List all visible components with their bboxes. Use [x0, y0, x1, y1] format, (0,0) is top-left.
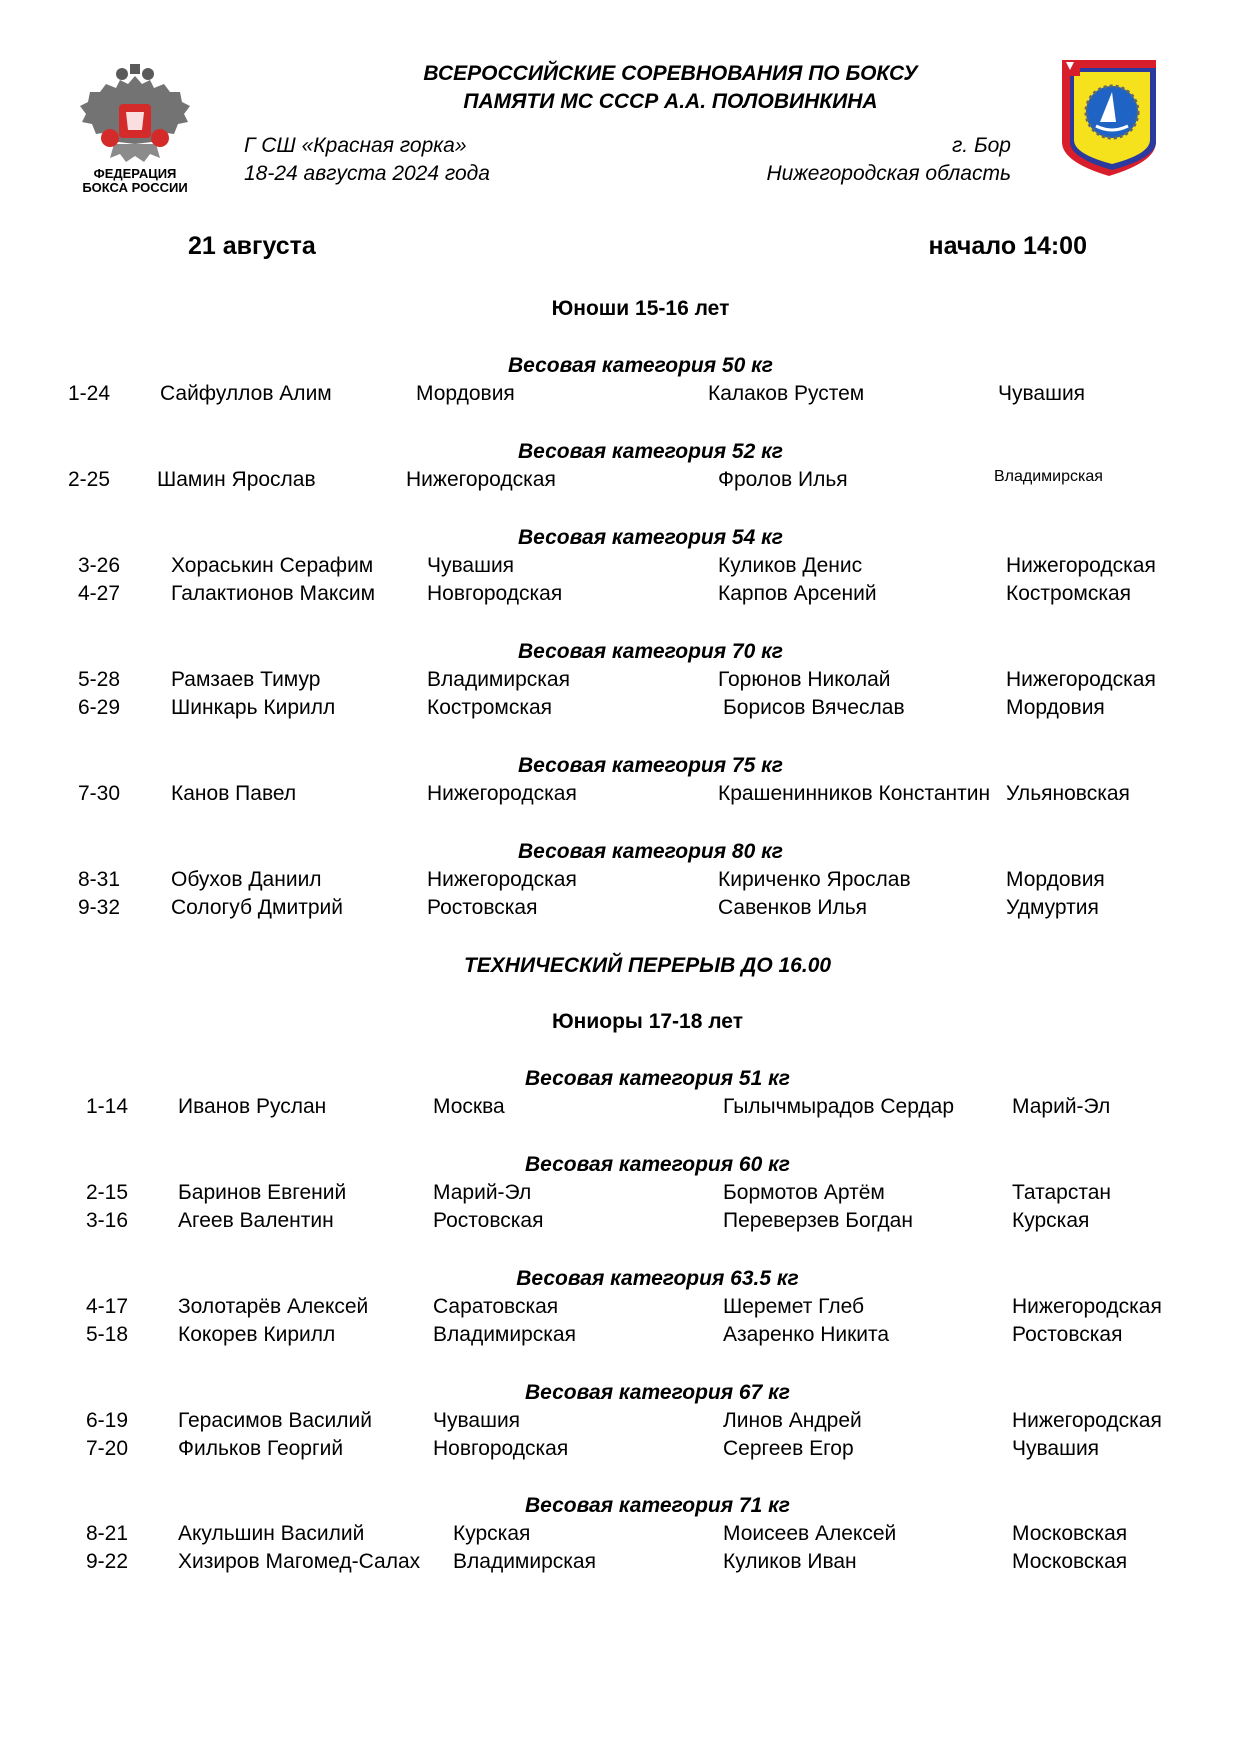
- red-corner-name: Фильков Георгий: [178, 1437, 344, 1460]
- red-corner-name: Канов Павел: [171, 782, 297, 805]
- category-title: Весовая категория 54 кг: [518, 526, 783, 549]
- blue-corner-region: Марий-Эл: [1012, 1095, 1111, 1118]
- blue-corner-region: Удмуртия: [1006, 896, 1099, 919]
- red-corner-name: Сайфуллов Алим: [160, 382, 332, 405]
- blue-corner-region: Московская: [1012, 1522, 1128, 1545]
- bout-number: 9-32: [78, 896, 121, 919]
- red-corner-region: Москва: [433, 1095, 505, 1118]
- blue-corner-region: Нижегородская: [1012, 1295, 1162, 1318]
- blue-corner-region: Нижегородская: [1012, 1409, 1162, 1432]
- blue-corner-name: Куликов Иван: [723, 1550, 857, 1573]
- red-corner-region: Ростовская: [427, 896, 538, 919]
- red-corner-region: Марий-Эл: [433, 1181, 532, 1204]
- red-corner-region: Нижегородская: [427, 782, 577, 805]
- red-corner-region: Новгородская: [427, 582, 563, 605]
- group-title-youth: Юноши 15-16 лет: [551, 297, 730, 320]
- blue-corner-name: Сергеев Егор: [723, 1437, 854, 1460]
- red-corner-region: Владимирская: [433, 1323, 576, 1346]
- red-corner-name: Хизиров Магомед-Салах: [178, 1550, 421, 1573]
- blue-corner-region: Ростовская: [1012, 1323, 1123, 1346]
- category-title: Весовая категория 51 кг: [525, 1067, 790, 1090]
- blue-corner-region: Ульяновская: [1006, 782, 1130, 805]
- red-corner-name: Шинкарь Кирилл: [171, 696, 336, 719]
- city: г. Бор: [951, 134, 1011, 157]
- blue-corner-name: Борисов Вячеслав: [723, 696, 905, 719]
- blue-corner-name: Куликов Денис: [718, 554, 863, 577]
- category-title: Весовая категория 67 кг: [525, 1381, 790, 1404]
- group-title-juniors: Юниоры 17-18 лет: [552, 1010, 743, 1033]
- blue-corner-name: Бормотов Артём: [723, 1181, 885, 1204]
- blue-corner-region: Мордовия: [1006, 696, 1105, 719]
- venue: Г СШ «Красная горка»: [244, 134, 467, 157]
- title-line-2: ПАМЯТИ МС СССР А.А. ПОЛОВИНКИНА: [463, 90, 878, 113]
- red-corner-name: Галактионов Максим: [171, 582, 376, 605]
- blue-corner-name: Горюнов Николай: [718, 668, 891, 691]
- bout-number: 2-25: [68, 468, 111, 491]
- blue-corner-name: Линов Андрей: [723, 1409, 862, 1432]
- bout-number: 4-17: [86, 1295, 129, 1318]
- bout-number: 5-18: [86, 1323, 129, 1346]
- blue-corner-name: Савенков Илья: [718, 896, 868, 919]
- category-title: Весовая категория 52 кг: [518, 440, 783, 463]
- blue-corner-region: Нижегородская: [1006, 668, 1156, 691]
- blue-corner-name: Моисеев Алексей: [723, 1522, 897, 1545]
- blue-corner-region: Московская: [1012, 1550, 1128, 1573]
- blue-corner-region: Татарстан: [1012, 1181, 1112, 1204]
- bout-number: 7-30: [78, 782, 121, 805]
- red-corner-region: Владимирская: [453, 1550, 596, 1573]
- blue-corner-name: Карпов Арсений: [718, 582, 877, 605]
- red-corner-name: Золотарёв Алексей: [178, 1295, 369, 1318]
- region: Нижегородская область: [766, 162, 1011, 185]
- blue-corner-region: Чувашия: [1012, 1437, 1100, 1460]
- bout-number: 1-14: [86, 1095, 129, 1118]
- bout-number: 4-27: [78, 582, 121, 605]
- logo-caption-line2: БОКСА РОССИИ: [82, 180, 188, 195]
- bout-number: 8-21: [86, 1522, 129, 1545]
- blue-corner-name: Крашенинников Константин: [718, 782, 991, 805]
- bout-number: 8-31: [78, 868, 121, 891]
- blue-corner-region: Курская: [1012, 1209, 1090, 1232]
- category-title: Весовая категория 63.5 кг: [516, 1267, 799, 1290]
- bout-number: 3-26: [78, 554, 121, 577]
- red-corner-name: Рамзаев Тимур: [171, 668, 321, 691]
- bout-number: 6-29: [78, 696, 121, 719]
- red-corner-region: Нижегородская: [406, 468, 556, 491]
- blue-corner-name: Кириченко Ярослав: [718, 868, 911, 891]
- bout-number: 6-19: [86, 1409, 129, 1432]
- blue-corner-region: Владимирская: [994, 468, 1103, 485]
- blue-corner-region: Костромская: [1006, 582, 1132, 605]
- red-corner-name: Хораськин Серафим: [171, 554, 374, 577]
- category-title: Весовая категория 70 кг: [518, 640, 783, 663]
- red-corner-region: Саратовская: [433, 1295, 559, 1318]
- bout-number: 9-22: [86, 1550, 129, 1573]
- red-corner-region: Мордовия: [416, 382, 515, 405]
- logo-caption-line1: ФЕДЕРАЦИЯ: [93, 166, 177, 181]
- red-corner-region: Чувашия: [433, 1409, 521, 1432]
- red-corner-name: Агеев Валентин: [178, 1209, 334, 1232]
- day-date: 21 августа: [188, 232, 316, 260]
- bout-number: 7-20: [86, 1437, 129, 1460]
- blue-corner-region: Чувашия: [998, 382, 1086, 405]
- red-corner-name: Обухов Даниил: [171, 868, 322, 891]
- blue-corner-name: Калаков Рустем: [708, 382, 865, 405]
- blue-corner-name: Фролов Илья: [718, 468, 848, 491]
- red-corner-name: Иванов Руслан: [178, 1095, 327, 1118]
- red-corner-name: Сологуб Дмитрий: [171, 896, 343, 919]
- blue-corner-region: Нижегородская: [1006, 554, 1156, 577]
- blue-corner-name: Переверзев Богдан: [723, 1209, 913, 1232]
- bout-number: 5-28: [78, 668, 121, 691]
- category-title: Весовая категория 75 кг: [518, 754, 783, 777]
- blue-corner-name: Азаренко Никита: [723, 1323, 890, 1346]
- blue-corner-name: Шеремет Глеб: [723, 1295, 865, 1318]
- red-corner-name: Герасимов Василий: [178, 1409, 372, 1432]
- title-line-1: ВСЕРОССИЙСКИЕ СОРЕВНОВАНИЯ ПО БОКСУ: [423, 62, 918, 85]
- red-corner-region: Чувашия: [427, 554, 515, 577]
- blue-corner-name: Гылычмырадов Сердар: [723, 1095, 955, 1118]
- blue-corner-region: Мордовия: [1006, 868, 1105, 891]
- red-corner-name: Акульшин Василий: [178, 1522, 365, 1545]
- red-corner-region: Ростовская: [433, 1209, 544, 1232]
- red-corner-name: Шамин Ярослав: [157, 468, 316, 491]
- category-title: Весовая категория 80 кг: [518, 840, 783, 863]
- red-corner-region: Владимирская: [427, 668, 570, 691]
- red-corner-region: Курская: [453, 1522, 531, 1545]
- category-title: Весовая категория 50 кг: [508, 354, 773, 377]
- red-corner-name: Кокорев Кирилл: [178, 1323, 336, 1346]
- bout-number: 2-15: [86, 1181, 129, 1204]
- start-time: начало 14:00: [928, 232, 1087, 260]
- red-corner-region: Нижегородская: [427, 868, 577, 891]
- red-corner-region: Новгородская: [433, 1437, 569, 1460]
- technical-break: ТЕХНИЧЕСКИЙ ПЕРЕРЫВ ДО 16.00: [463, 954, 832, 977]
- bout-number: 1-24: [68, 382, 111, 405]
- category-title: Весовая категория 60 кг: [525, 1153, 790, 1176]
- category-title: Весовая категория 71 кг: [525, 1494, 790, 1517]
- red-corner-name: Баринов Евгений: [178, 1181, 347, 1204]
- red-corner-region: Костромская: [427, 696, 553, 719]
- bout-number: 3-16: [86, 1209, 129, 1232]
- event-dates: 18-24 августа 2024 года: [244, 162, 490, 185]
